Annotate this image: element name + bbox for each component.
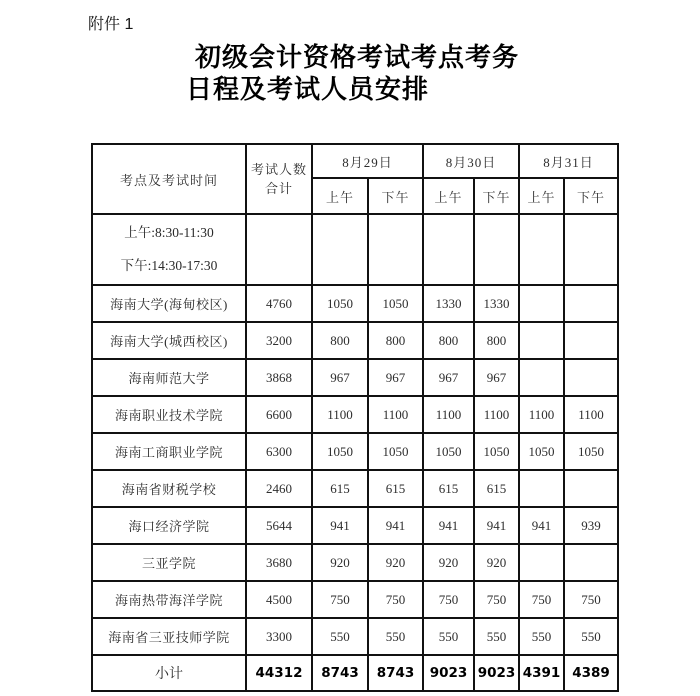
- exam-table-body: [92, 285, 618, 655]
- subtotal-value: 8743: [312, 655, 368, 691]
- session-count-cell: 550: [519, 618, 564, 655]
- header-pm-2: 下午: [474, 178, 519, 214]
- session-count-cell: [519, 359, 564, 396]
- total-cell: 5644: [246, 507, 312, 544]
- total-cell: 4760: [246, 285, 312, 322]
- header-am-1: 上午: [312, 178, 368, 214]
- subtotal-total: 44312: [246, 655, 312, 691]
- session-count-cell: [564, 359, 618, 396]
- session-count-cell: 1050: [368, 433, 423, 470]
- exam-time-row: [92, 214, 618, 285]
- table-row: [92, 433, 618, 470]
- header-row-dates: [92, 144, 618, 178]
- session-count-cell: 941: [423, 507, 474, 544]
- table-row: [92, 322, 618, 359]
- site-cell: 海口经济学院: [92, 507, 246, 544]
- session-count-cell: [564, 470, 618, 507]
- site-cell: 海南大学(海甸校区): [92, 285, 246, 322]
- session-count-cell: [519, 544, 564, 581]
- site-cell: 海南大学(城西校区): [92, 322, 246, 359]
- site-cell: 三亚学院: [92, 544, 246, 581]
- header-date-aug30: 8月30日: [423, 144, 519, 178]
- empty-cell: [368, 214, 423, 285]
- exam-schedule-table: [91, 143, 619, 692]
- session-count-cell: 941: [519, 507, 564, 544]
- session-count-cell: 939: [564, 507, 618, 544]
- subtotal-label: 小计: [92, 655, 246, 691]
- session-count-cell: 615: [312, 470, 368, 507]
- table-row: [92, 470, 618, 507]
- session-count-cell: 920: [368, 544, 423, 581]
- morning-time: 上午:8:30-11:30: [124, 225, 214, 240]
- session-count-cell: 550: [423, 618, 474, 655]
- session-count-cell: 615: [423, 470, 474, 507]
- session-count-cell: 750: [312, 581, 368, 618]
- session-count-cell: [519, 285, 564, 322]
- site-cell: 海南师范大学: [92, 359, 246, 396]
- header-total-line1: 考试人数: [250, 162, 307, 177]
- session-count-cell: 920: [474, 544, 519, 581]
- session-count-cell: 800: [423, 322, 474, 359]
- session-count-cell: 750: [519, 581, 564, 618]
- site-cell: 海南职业技术学院: [92, 396, 246, 433]
- session-count-cell: 1050: [519, 433, 564, 470]
- session-count-cell: 800: [474, 322, 519, 359]
- session-count-cell: 941: [474, 507, 519, 544]
- total-cell: 4500: [246, 581, 312, 618]
- empty-cell: [519, 214, 564, 285]
- exam-time-cell: [92, 214, 246, 285]
- total-cell: 6600: [246, 396, 312, 433]
- session-count-cell: 1050: [312, 433, 368, 470]
- subtotal-value: 4389: [564, 655, 618, 691]
- session-count-cell: [564, 285, 618, 322]
- total-cell: 6300: [246, 433, 312, 470]
- session-count-cell: 967: [474, 359, 519, 396]
- subtotal-value: 9023: [474, 655, 519, 691]
- total-cell: 3300: [246, 618, 312, 655]
- session-count-cell: 750: [423, 581, 474, 618]
- session-count-cell: 750: [564, 581, 618, 618]
- afternoon-time: 下午:14:30-17:30: [120, 258, 218, 273]
- session-count-cell: 1330: [423, 285, 474, 322]
- total-cell: 3680: [246, 544, 312, 581]
- session-count-cell: 941: [312, 507, 368, 544]
- table-row: [92, 544, 618, 581]
- subtotal-row: [92, 655, 618, 691]
- empty-cell: [246, 214, 312, 285]
- session-count-cell: 967: [423, 359, 474, 396]
- header-date-aug31: 8月31日: [519, 144, 618, 178]
- session-count-cell: 1050: [423, 433, 474, 470]
- session-count-cell: 1050: [564, 433, 618, 470]
- session-count-cell: 750: [368, 581, 423, 618]
- session-count-cell: 1330: [474, 285, 519, 322]
- site-cell: 海南省三亚技师学院: [92, 618, 246, 655]
- empty-cell: [474, 214, 519, 285]
- session-count-cell: 800: [312, 322, 368, 359]
- header-pm-3: 下午: [564, 178, 618, 214]
- header-site-time: 考点及考试时间: [92, 144, 246, 214]
- empty-cell: [312, 214, 368, 285]
- header-am-2: 上午: [423, 178, 474, 214]
- title-line-1: 初级会计资格考试考点考务: [195, 43, 520, 73]
- site-cell: 海南热带海洋学院: [92, 581, 246, 618]
- session-count-cell: 920: [423, 544, 474, 581]
- subtotal-value: 4391: [519, 655, 564, 691]
- site-cell: 海南工商职业学院: [92, 433, 246, 470]
- header-date-aug29: 8月29日: [312, 144, 423, 178]
- session-count-cell: 1100: [312, 396, 368, 433]
- header-pm-1: 下午: [368, 178, 423, 214]
- session-count-cell: 1100: [519, 396, 564, 433]
- attachment-label: 附件 1: [88, 16, 134, 33]
- empty-cell: [423, 214, 474, 285]
- session-count-cell: 615: [368, 470, 423, 507]
- session-count-cell: 967: [368, 359, 423, 396]
- table-row: [92, 396, 618, 433]
- subtotal-value: 9023: [423, 655, 474, 691]
- session-count-cell: [519, 470, 564, 507]
- table-row: [92, 618, 618, 655]
- session-count-cell: 920: [312, 544, 368, 581]
- session-count-cell: 967: [312, 359, 368, 396]
- session-count-cell: 1100: [564, 396, 618, 433]
- session-count-cell: 550: [474, 618, 519, 655]
- table-row: [92, 581, 618, 618]
- table-row: [92, 359, 618, 396]
- session-count-cell: 615: [474, 470, 519, 507]
- total-cell: 2460: [246, 470, 312, 507]
- session-count-cell: 800: [368, 322, 423, 359]
- table-header: [92, 144, 618, 214]
- session-count-cell: 1100: [423, 396, 474, 433]
- title-line-2: 日程及考试人员安排: [186, 75, 430, 105]
- session-count-cell: 750: [474, 581, 519, 618]
- session-count-cell: 1050: [368, 285, 423, 322]
- table-row: [92, 285, 618, 322]
- session-count-cell: 1050: [474, 433, 519, 470]
- session-count-cell: [564, 544, 618, 581]
- total-cell: 3200: [246, 322, 312, 359]
- session-count-cell: 941: [368, 507, 423, 544]
- session-count-cell: 550: [368, 618, 423, 655]
- document-title: [186, 42, 519, 106]
- session-count-cell: 1100: [474, 396, 519, 433]
- empty-cell: [564, 214, 618, 285]
- session-count-cell: 550: [564, 618, 618, 655]
- session-count-cell: 1100: [368, 396, 423, 433]
- total-cell: 3868: [246, 359, 312, 396]
- session-count-cell: [564, 322, 618, 359]
- session-count-cell: [519, 322, 564, 359]
- session-count-cell: 550: [312, 618, 368, 655]
- subtotal-value: 8743: [368, 655, 423, 691]
- table-row: [92, 507, 618, 544]
- site-cell: 海南省财税学校: [92, 470, 246, 507]
- header-total-line2: 合计: [264, 181, 293, 196]
- header-total-count: [246, 144, 312, 214]
- session-count-cell: 1050: [312, 285, 368, 322]
- header-am-3: 上午: [519, 178, 564, 214]
